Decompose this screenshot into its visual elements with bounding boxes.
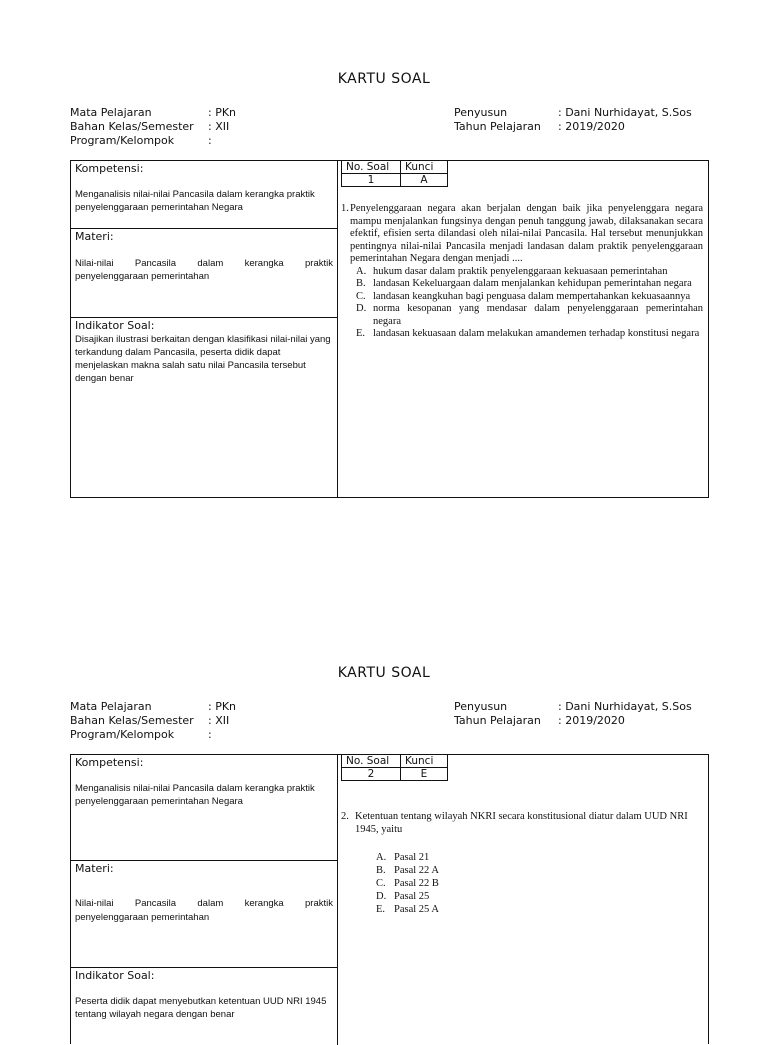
- kunci-label: Kunci: [401, 161, 448, 174]
- card-title: KARTU SOAL: [337, 71, 431, 87]
- answer-options: [356, 266, 703, 341]
- card-meta-right: [454, 700, 692, 728]
- materi-cell: [71, 229, 337, 318]
- question-number: 1.: [341, 203, 349, 214]
- question-text: Ketentuan tentang wilayah NKRI secara konstitusional diatur dalam UUD NRI 1945, yaitu: [355, 811, 688, 835]
- materi-text-line1: Nilai-nilai Pancasila dalam kerangka praktik: [75, 258, 333, 269]
- option-letter: A.: [356, 265, 367, 277]
- option-text: landasan Kekeluargaan dalam menjalankan kehidupan pemerintahan negara: [373, 278, 692, 289]
- meta-value: : XII: [208, 714, 230, 727]
- meta-label: Tahun Pelajaran: [454, 120, 541, 133]
- indikator-label: Indikator Soal:: [75, 319, 155, 332]
- meta-label: Bahan Kelas/Semester: [70, 714, 194, 727]
- question-block: [341, 811, 703, 836]
- kompetensi-text: Menganalisis nilai-nilai Pancasila dalam kerangka praktik penyelenggaraan pemerintahan Negara: [75, 783, 315, 807]
- option-item: [356, 328, 703, 341]
- card-meta-left: [70, 106, 236, 148]
- meta-value: : 2019/2020: [558, 714, 625, 727]
- meta-label: Bahan Kelas/Semester: [70, 120, 194, 133]
- option-item: [356, 291, 703, 304]
- option-item: [376, 903, 576, 916]
- option-text: landasan kekuasaan dalam melakukan amandemen terhadap konstitusi negara: [373, 328, 700, 339]
- option-item: [356, 278, 703, 291]
- left-column: [71, 161, 338, 497]
- card-meta-left: [70, 700, 236, 742]
- option-letter: D.: [376, 891, 387, 902]
- meta-label: Mata Pelajaran: [70, 106, 152, 119]
- option-text: Pasal 25: [394, 891, 430, 902]
- kompetensi-label: Kompetensi:: [75, 756, 144, 769]
- indikator-cell: [71, 318, 337, 497]
- card-title: KARTU SOAL: [337, 665, 431, 681]
- kunci-table: [341, 160, 448, 187]
- no-soal-value: 2: [342, 768, 401, 781]
- kompetensi-cell: [71, 755, 337, 861]
- indikator-text: Disajikan ilustrasi berkaitan dengan klasifikasi nilai-nilai yang terkandung dalam Pancasila, peserta didik dapat menjelaskan makna salah satu nilai Pancasila tersebut dengan benar: [75, 334, 331, 384]
- meta-label: Penyusun: [454, 106, 508, 119]
- option-letter: C.: [356, 290, 366, 302]
- option-item: [356, 303, 703, 328]
- option-text: Pasal 22 B: [394, 878, 439, 889]
- option-text: Pasal 22 A: [394, 865, 439, 876]
- materi-cell: [71, 861, 337, 968]
- option-item: [376, 877, 576, 890]
- card-meta-right: [454, 106, 692, 134]
- meta-value: : Dani Nurhidayat, S.Sos: [558, 700, 692, 713]
- meta-value: : 2019/2020: [558, 120, 625, 133]
- option-text: Pasal 25 A: [394, 904, 439, 915]
- meta-value: : Dani Nurhidayat, S.Sos: [558, 106, 692, 119]
- option-text: norma kesopanan yang mendasar dalam penyelenggaraan pemerintahan negara: [373, 303, 703, 327]
- indikator-label: Indikator Soal:: [75, 969, 155, 982]
- meta-label: Tahun Pelajaran: [454, 714, 541, 727]
- meta-label: Program/Kelompok: [70, 728, 175, 741]
- option-letter: D.: [356, 303, 367, 314]
- materi-text-line2: penyelenggaraan pemerintahan: [75, 271, 210, 282]
- option-item: [356, 266, 703, 279]
- option-text: landasan keangkuhan bagi penguasa dalam mempertahankan kekuasaannya: [373, 290, 691, 302]
- meta-value: : PKn: [208, 106, 237, 119]
- materi-label: Materi:: [75, 862, 114, 875]
- option-item: [376, 864, 576, 877]
- meta-value: :: [208, 134, 212, 147]
- materi-label: Materi:: [75, 230, 114, 243]
- option-text: Pasal 21: [394, 852, 430, 863]
- question-text: Penyelenggaraan negara akan berjalan dengan baik jika penyelenggara negara mampu menjalankan fungsinya dengan penuh tanggung jawab, dilaksanakan secara efektif, efisien serta dilandasi oleh nilai-nilai Pancasila. Hal tersebut menunjukkan pentingnya nilai-nilai Pancasila menjadi landasan dalam praktik penyelenggaraan pemerintahan Negara dengan menjadi ....: [350, 203, 703, 264]
- meta-value: : XII: [208, 120, 230, 133]
- kunci-value: A: [401, 174, 448, 187]
- kunci-label: Kunci: [401, 755, 448, 768]
- kunci-value: E: [401, 768, 448, 781]
- kompetensi-text: Menganalisis nilai-nilai Pancasila dalam kerangka praktik penyelenggaraan pemerintahan Negara: [75, 189, 315, 213]
- kompetensi-label: Kompetensi:: [75, 162, 144, 175]
- materi-text-line2: penyelenggaraan pemerintahan: [75, 912, 210, 923]
- option-item: [376, 890, 576, 903]
- option-letter: E.: [376, 904, 386, 915]
- materi-text-line1: Nilai-nilai Pancasila dalam kerangka praktik: [75, 898, 333, 909]
- meta-value: : PKn: [208, 700, 237, 713]
- meta-label: Program/Kelompok: [70, 134, 175, 147]
- left-column: [71, 755, 338, 1045]
- answer-options: [376, 851, 576, 916]
- option-letter: B.: [356, 278, 366, 289]
- option-letter: A.: [376, 852, 387, 863]
- no-soal-label: No. Soal: [342, 755, 401, 768]
- indikator-text: Peserta didik dapat menyebutkan ketentuan UUD NRI 1945 tentang wilayah negara dengan benar: [75, 996, 327, 1020]
- no-soal-value: 1: [342, 174, 401, 187]
- kunci-table: [341, 754, 448, 781]
- option-letter: B.: [376, 865, 386, 876]
- option-item: [376, 851, 576, 864]
- question-number: 2.: [341, 811, 349, 822]
- option-text: hukum dasar dalam praktik penyelenggaraan kekuasaan pemerintahan: [373, 265, 668, 277]
- option-letter: E.: [356, 328, 366, 339]
- kompetensi-cell: [71, 161, 337, 229]
- question-block: [341, 203, 703, 341]
- option-letter: C.: [376, 878, 386, 889]
- indikator-cell: [71, 968, 337, 1045]
- meta-label: Penyusun: [454, 700, 508, 713]
- meta-value: :: [208, 728, 212, 741]
- meta-label: Mata Pelajaran: [70, 700, 152, 713]
- no-soal-label: No. Soal: [342, 161, 401, 174]
